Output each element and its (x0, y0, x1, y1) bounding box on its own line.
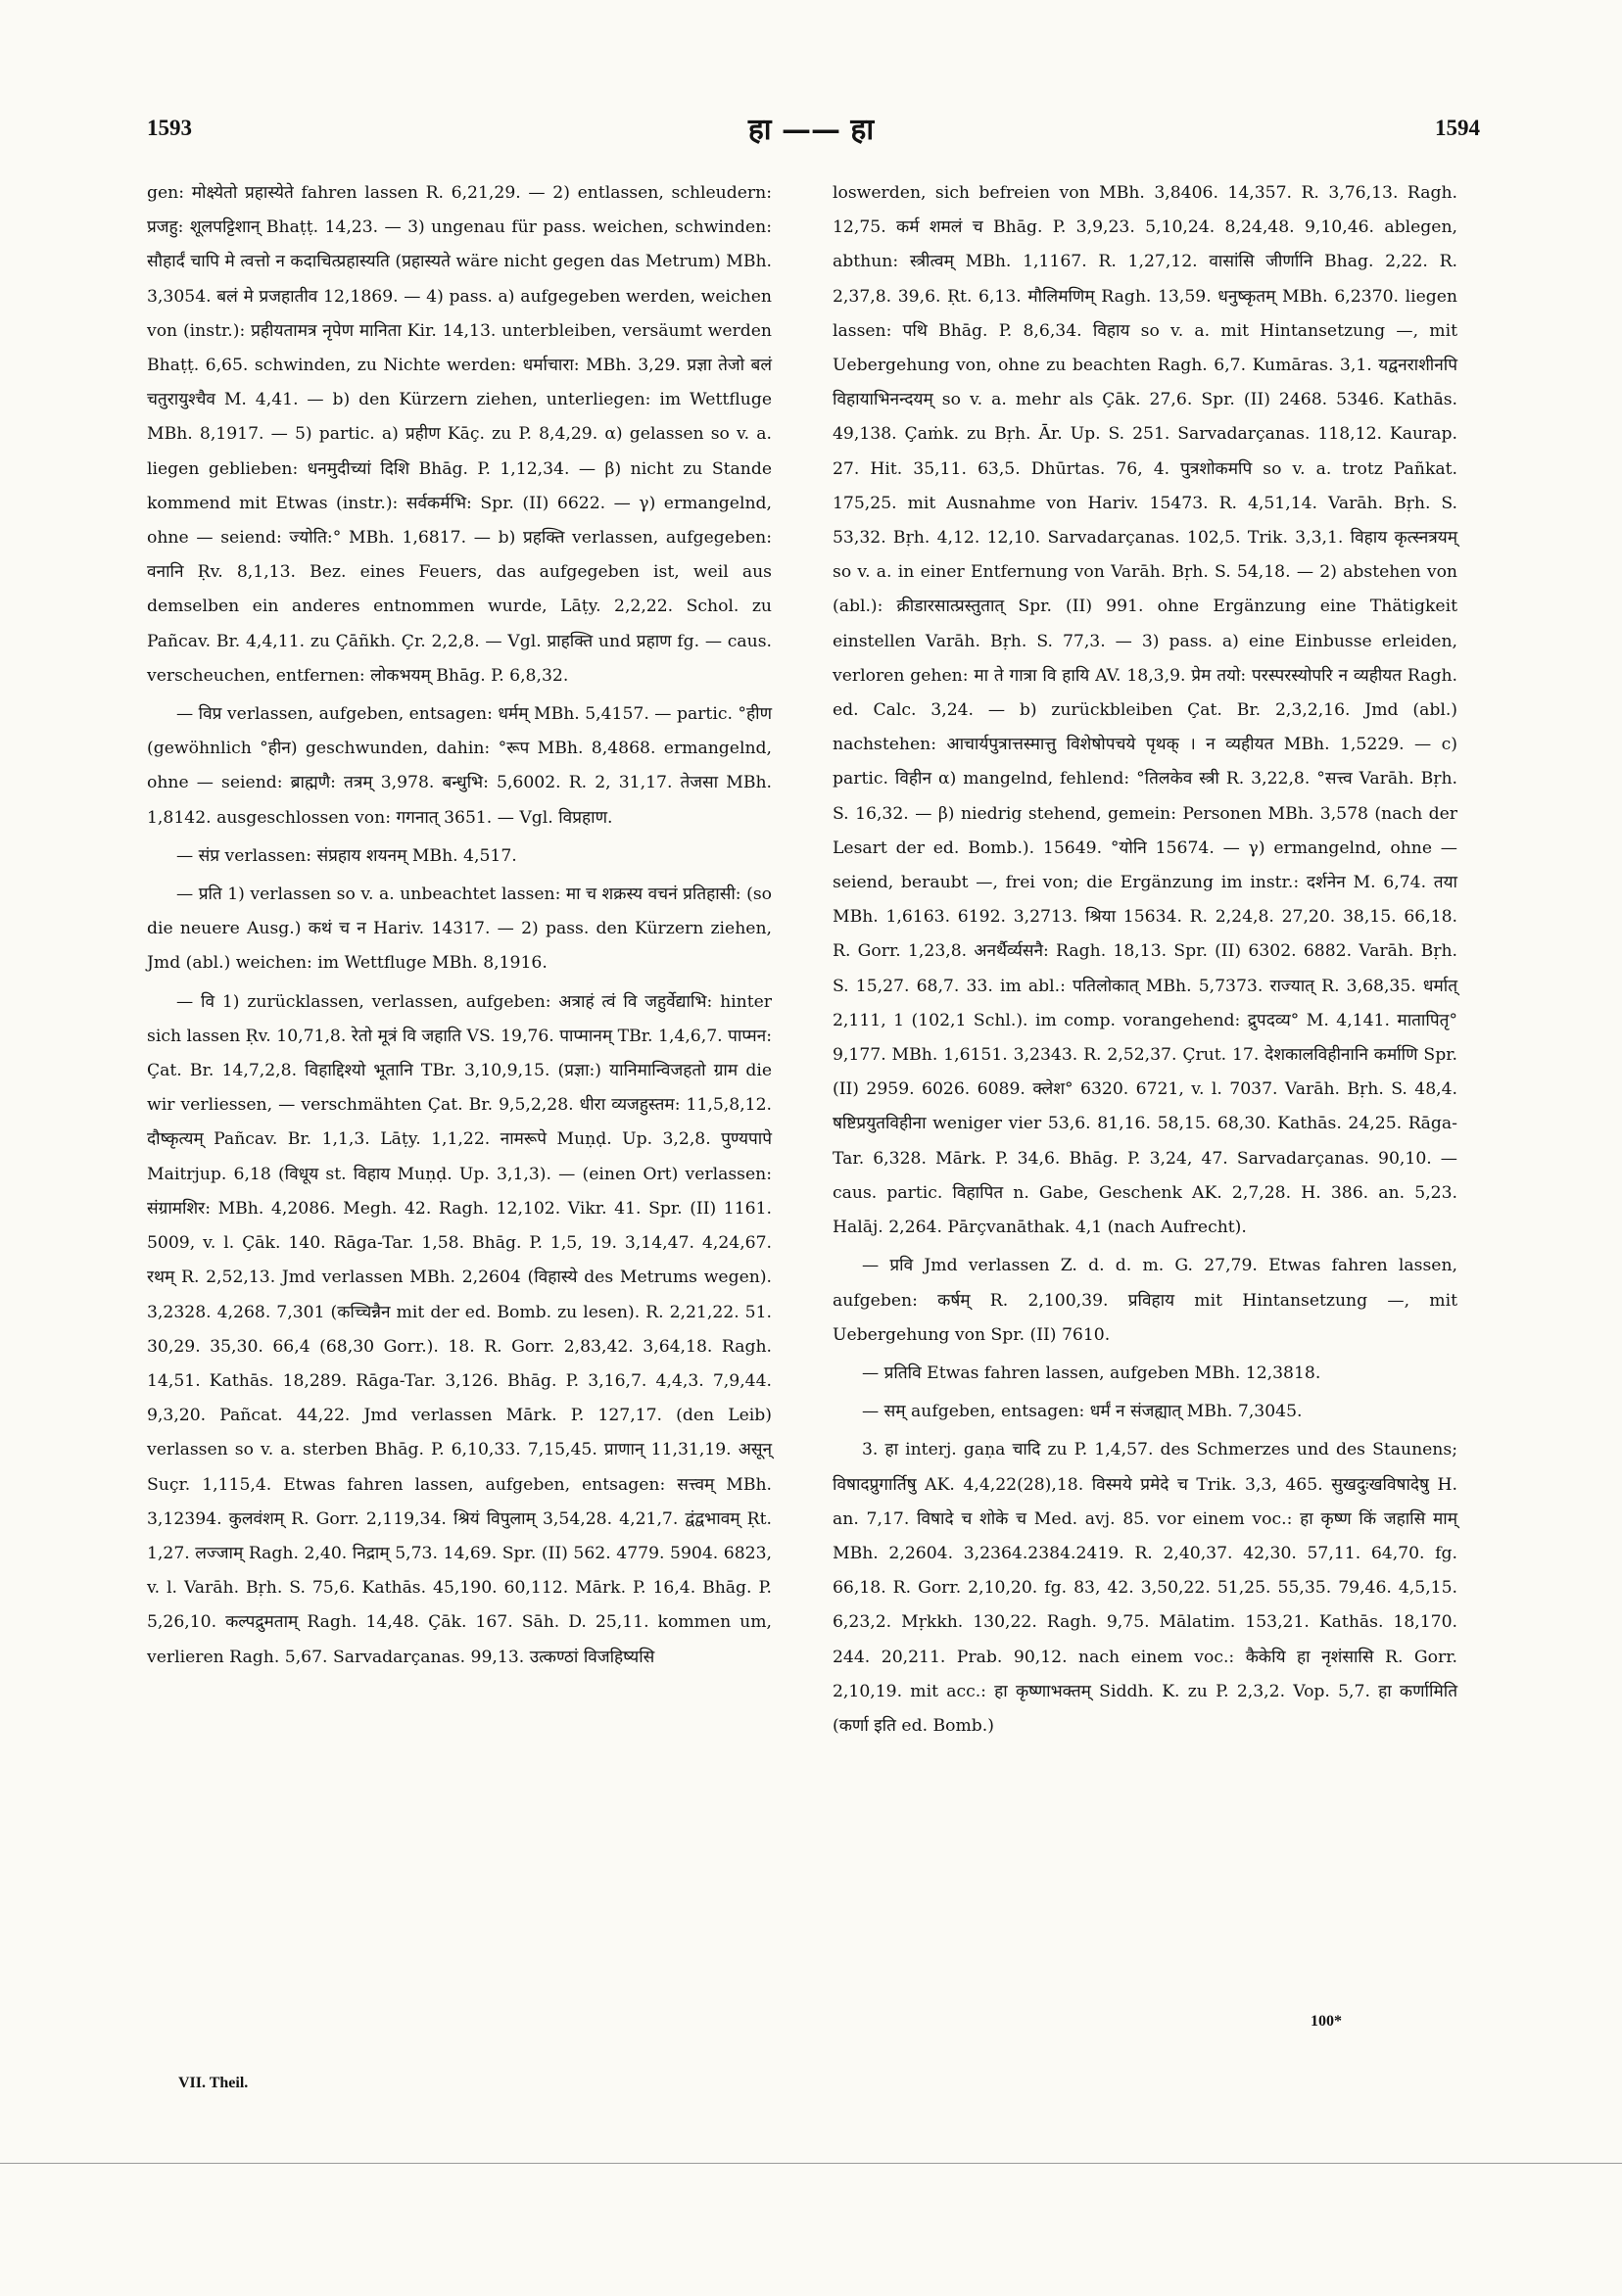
right-column (833, 176, 1457, 1744)
signature-mark: 100* (1311, 2013, 1342, 2030)
left-column (147, 176, 772, 1675)
entry-paragraph: — प्रवि Jmd verlassen Z. d. d. m. G. 27,79. Etwas fahren lassen, aufgeben: कर्षम् R. 2,100,39. प्रविहाय mit Hintansetzung —, mit Uebergehung von Spr. (II) 7610. (833, 1256, 1457, 1345)
entry-paragraph: 3. हा interj. gaṇa चादि zu P. 1,4,57. des Schmerzes und des Staunens; विषादप्रुगार्तिषु AK. 4,4,22(28),18. विस्मये प्रमेदे च Trik. 3,3, 465. सुखदुःखविषादेषु H. an. 7,17. विषादे च शोके च Med. avj. 85. vor einem voc.: हा कृष्ण किं जहासि माम् MBh. 2,2604. 3,2364.2384.2419. R. 2,40,37. 42,30. 57,11. 64,70. fg. 66,18. R. Gorr. 2,10,20. fg. 83, 42. 3,50,22. 51,25. 55,35. 79,46. 4,5,15. 6,23,2. Mṛkkh. 130,22. Ragh. 9,75. Mālatim. 153,21. Kathās. 18,170. 244. 20,211. Prab. 90,12. nach einem voc.: कैकेयि हा नृशंसासि R. Gorr. 2,10,19. mit acc.: हा कृष्णाभक्तम् Siddh. K. zu P. 2,3,2. Vop. 5,7. हा कर्णामिति (कर्णा इति ed. Bomb.) (833, 1440, 1457, 1736)
bottom-rule (0, 2163, 1622, 2164)
entry-paragraph: — विप्र verlassen, aufgeben, entsagen: धर्मम् MBh. 5,4157. — partic. °हीण (gewöhnlich °हीन) geschwunden, dahin: °रूप MBh. 8,4868. ermangelnd, ohne — seiend: ब्राह्मणै: तत्रम् 3,978. बन्धुभि: 5,6002. R. 2, 31,17. तेजसा MBh. 1,8142. ausgeschlossen von: गगनात् 3651. — Vgl. विप्रहाण. (147, 704, 772, 828)
entry-paragraph: loswerden, sich befreien von MBh. 3,8406. 14,357. R. 3,76,13. Ragh. 12,75. कर्म शमलं च Bhāg. P. 3,9,23. 5,10,24. 8,24,48. 9,10,46. ablegen, abthun: स्त्रीत्वम् MBh. 1,1167. R. 1,27,12. वासांसि जीर्णानि Bhag. 2,22. R. 2,37,8. 39,6. Ṛt. 6,13. मौलिमणिम् Ragh. 13,59. धनुष्कृतम् MBh. 6,2370. liegen lassen: पथि Bhāg. P. 8,6,34. विहाय so v. a. mit Hintansetzung —, mit Uebergehung von, ohne zu beachten Ragh. 6,7. Kumāras. 3,1. यद्वनराशीनपि विहायाभिनन्दयम् so v. a. mehr als Çāk. 27,6. Spr. (II) 2468. 5346. Kathās. 49,138. Çaṁk. zu Bṛh. Ār. Up. S. 251. Sarvadarçanas. 118,12. Kaurap. 27. Hit. 35,11. 63,5. Dhūrtas. 76, 4. पुत्रशोकमपि so v. a. trotz Pañkat. 175,25. mit Ausnahme von Hariv. 15473. R. 4,51,14. Varāh. Bṛh. S. 53,32. Bṛh. 4,12. 12,10. Sarvadarçanas. 102,5. Trik. 3,3,1. विहाय कृत्स्नत्रयम् so v. a. in einer Entfernung von Varāh. Bṛh. S. 54,18. — 2) abstehen von (abl.): क्रीडारसात्प्रस्तुतात् Spr. (II) 991. ohne Ergänzung eine Thätigkeit einstellen Varāh. Bṛh. S. 77,3. — 3) pass. a) eine Einbusse erleiden, verloren gehen: मा ते गात्रा वि हायि AV. 18,3,9. प्रेम तयो: परस्परस्योपरि न व्यहीयत Ragh. ed. Calc. 3,24. — b) zurückbleiben Çat. Br. 2,3,2,16. Jmd (abl.) nachstehen: आचार्यपुत्रात्तस्मात्तु विशेषोपचये पृथक् । न व्यहीयत MBh. 1,5229. — c) partic. विहीन α) mangelnd, fehlend: °तिलकेव स्त्री R. 3,22,8. °सत्त्व Varāh. Bṛh. S. 16,32. — β) niedrig stehend, gemein: Personen MBh. 3,578 (nach der Lesart der ed. Bomb.). 15649. °योनि 15674. — γ) ermangelnd, ohne — seiend, beraubt —, frei von; die Ergänzung im instr.: दर्शनेन M. 6,74. तया MBh. 1,6163. 6192. 3,2713. श्रिया 15634. R. 2,24,8. 27,20. 38,15. 66,18. R. Gorr. 1,23,8. अनर्थैर्व्यसनै: Ragh. 18,13. Spr. (II) 6302. 6882. Varāh. Bṛh. S. 15,27. 68,7. 33. im abl.: पतिलोकात् MBh. 5,7373. राज्यात् R. 3,68,35. धर्मात् 2,111, 1 (102,1 Schl.). im comp. vorangehend: द्रुपदव्य° M. 4,141. मातापितृ° 9,177. MBh. 1,6151. 3,2343. R. 2,52,37. Çrut. 17. देशकालविहीनानि कर्माणि Spr. (II) 2959. 6026. 6089. क्लेश° 6320. 6721, v. l. 7037. Varāh. Bṛh. S. 48,4. षष्टिप्रयुतविहीना weniger vier 53,6. 81,16. 58,15. 68,30. Kathās. 24,25. Rāga-Tar. 6,328. Mārk. P. 34,6. Bhāg. P. 3,24, 47. Sarvadarçanas. 90,10. — caus. partic. विहापित n. Gabe, Geschenk AK. 2,7,28. H. 386. an. 5,23. Halāj. 2,264. Pārçvanāthak. 4,1 (nach Aufrecht). (833, 183, 1457, 1238)
page-number-left: 1593 (147, 116, 192, 140)
volume-footer: VII. Theil. (178, 2075, 249, 2091)
page-number-right: 1594 (1435, 116, 1480, 140)
entry-paragraph: gen: मोक्ष्येतो प्रहास्येते fahren lassen R. 6,21,29. — 2) entlassen, schleudern: प्रजहु: शूलपट्टिशान् Bhaṭṭ. 14,23. — 3) ungenau für pass. weichen, schwinden: सौहार्दं चापि मे त्वत्तो न कदाचित्प्रहास्यति (प्रहास्यते wäre nicht gegen das Metrum) MBh. 3,3054. बलं मे प्रजहातीव 12,1869. — 4) pass. a) aufgegeben werden, weichen von (instr.): प्रहीयतामत्र नृपेण मानिता Kir. 14,13. unterbleiben, versäumt werden Bhaṭṭ. 6,65. schwinden, zu Nichte werden: धर्माचारा: MBh. 3,29. प्रज्ञा तेजो बलं चतुरायुश्चैव M. 4,41. — b) den Kürzern ziehen, unterliegen: im Wettfluge MBh. 8,1917. — 5) partic. a) प्रहीण Kāç. zu P. 8,4,29. α) gelassen so v. a. liegen geblieben: धनमुदीच्यां दिशि Bhāg. P. 1,12,34. — β) nicht zu Stande kommend mit Etwas (instr.): सर्वकर्मभि: Spr. (II) 6622. — γ) ermangelnd, ohne — seiend: ज्योति:° MBh. 1,6817. — b) प्रहक्ति verlassen, aufgegeben: वनानि Ṛv. 8,1,13. Bez. eines Feuers, das aufgegeben ist, weil aus demselben ein anderes entnommen wurde, Lāṭy. 2,2,22. Schol. zu Pañcav. Br. 4,4,11. zu Çāñkh. Çr. 2,2,8. — Vgl. प्राहक्ति und प्रहाण fg. — caus. verscheuchen, entfernen: लोकभयम् Bhāg. P. 6,8,32. (147, 183, 772, 686)
entry-paragraph: — वि 1) zurücklassen, verlassen, aufgeben: अत्राहं त्वं वि जहुर्वेद्याभि: hinter sich lassen Ṛv. 10,71,8. रेतो मूत्रं वि जहाति VS. 19,76. पाप्मानम् TBr. 1,4,6,7. पाप्मन: Çat. Br. 14,7,2,8. विहाद्दिश्यो भूतानि TBr. 3,10,9,15. (प्रज्ञा:) यानिमान्विजहतो ग्राम die wir verliessen, — verschmähten Çat. Br. 9,5,2,28. धीरा व्यजहुस्तम: 11,5,8,12. दौष्कृत्यम् Pañcav. Br. 1,1,3. Lāṭy. 1,1,22. नामरूपे Muṇḍ. Up. 3,2,8. पुण्यपापे Maitrjup. 6,18 (विधूय st. विहाय Muṇḍ. Up. 3,1,3). — (einen Ort) verlassen: संग्रामशिर: MBh. 4,2086. Megh. 42. Ragh. 12,102. Vikr. 41. Spr. (II) 1161. 5009, v. l. Çāk. 140. Rāga-Tar. 1,58. Bhāg. P. 1,5, 19. 3,14,47. 4,24,67. रथम् R. 2,52,13. Jmd verlassen MBh. 2,2604 (विहास्ये des Metrums wegen). 3,2328. 4,268. 7,301 (कच्चिन्नैन mit der ed. Bomb. zu lesen). R. 2,21,22. 51. 30,29. 35,30. 66,4 (68,30 Gorr.). 18. R. Gorr. 2,83,42. 3,64,18. Ragh. 14,51. Kathās. 18,289. Rāga-Tar. 3,126. Bhāg. P. 3,16,7. 4,4,3. 7,9,44. 9,3,20. Pañcat. 44,22. Jmd verlassen Mārk. P. 127,17. (den Leib) verlassen so v. a. sterben Bhāg. P. 6,10,33. 7,15,45. प्राणान् 11,31,19. असून् Suçr. 1,115,4. Etwas fahren lassen, aufgeben, entsagen: सत्त्वम् MBh. 3,12394. कुलवंशम् R. Gorr. 2,119,34. श्रियं विपुलाम् 3,54,28. 4,21,7. द्वंद्वभावम् Ṛt. 1,27. लज्जाम् Ragh. 2,40. निद्राम् 5,73. 14,69. Spr. (II) 562. 4779. 5904. 6823, v. l. Varāh. Bṛh. S. 75,6. Kathās. 45,190. 60,112. Mārk. P. 16,4. Bhāg. P. 5,26,10. कल्पद्रुमताम् Ragh. 14,48. Çāk. 167. Sāh. D. 25,11. kommen um, verlieren Ragh. 5,67. Sarvadarçanas. 99,13. उत्कण्ठां विजहिष्यसि (147, 991, 772, 1667)
entry-paragraph: — प्रति 1) verlassen so v. a. unbeachtet lassen: मा च शक्रस्य वचनं प्रतिहासी: (so die neuere Ausg.) कथं च न Hariv. 14317. — 2) pass. den Kürzern ziehen, Jmd (abl.) weichen: im Wettfluge MBh. 8,1916. (147, 885, 772, 974)
running-header: हा —— हा (747, 113, 875, 147)
entry-paragraph: — प्रतिवि Etwas fahren lassen, aufgeben MBh. 12,3818. (862, 1363, 1321, 1383)
entry-paragraph: — संप्र verlassen: संप्रहाय शयनम् MBh. 4,517. (176, 845, 517, 866)
entry-paragraph: — सम् aufgeben, entsagen: धर्मं न संजह्यात् MBh. 7,3045. (862, 1402, 1303, 1422)
